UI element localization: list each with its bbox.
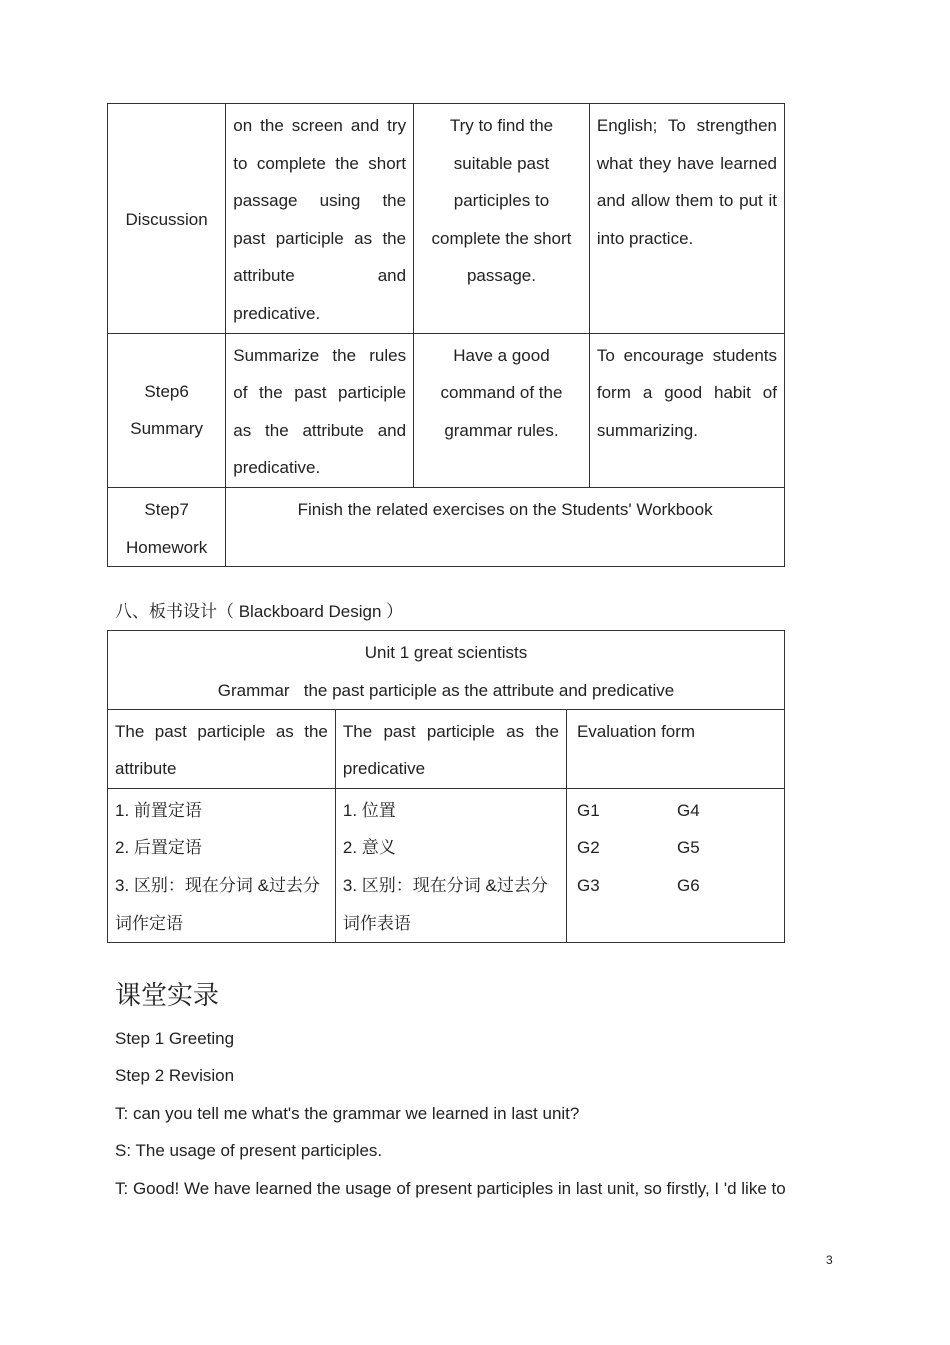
group-row bbox=[577, 792, 777, 830]
record-line: T: can you tell me what's the grammar we learned in last unit? bbox=[115, 1104, 580, 1123]
table-row bbox=[108, 631, 785, 710]
step-cell bbox=[108, 104, 226, 334]
group-label: G5 bbox=[676, 838, 700, 858]
students-text: Try to find the suitable past participles to complete the short passage. bbox=[431, 116, 572, 286]
group-row bbox=[577, 829, 777, 867]
group-label: G3 bbox=[576, 875, 600, 895]
record-title: 课堂实录 bbox=[115, 981, 220, 1011]
activity-cell bbox=[226, 333, 414, 487]
purpose-cell bbox=[589, 333, 784, 487]
purpose-text: To encourage students form a good habit of summarizing. bbox=[596, 345, 777, 440]
students-cell bbox=[414, 104, 590, 334]
list-item: 1. 前置定语 bbox=[115, 800, 202, 820]
lesson-plan-table bbox=[107, 103, 785, 567]
purpose-cell bbox=[589, 104, 784, 334]
record-line: Step 1 Greeting bbox=[115, 1029, 235, 1048]
column-header: The past participle as the attribute bbox=[115, 721, 328, 779]
students-text: Have a good command of the grammar rules. bbox=[440, 345, 563, 440]
attribute-cell bbox=[108, 788, 336, 942]
board-title-line2: Grammar the past participle as the attribute and predicative bbox=[217, 680, 675, 700]
board-title-line1: Unit 1 great scientists bbox=[364, 643, 528, 662]
table-row bbox=[108, 788, 785, 942]
activity-cell bbox=[226, 104, 414, 334]
table-row bbox=[108, 333, 785, 487]
section-heading: 八、板书设计（ Blackboard Design ） bbox=[115, 602, 404, 621]
step-cell bbox=[108, 333, 226, 487]
step-cell bbox=[108, 487, 226, 566]
homework-cell bbox=[226, 487, 785, 566]
predicative-cell bbox=[335, 788, 566, 942]
activity-text: on the screen and try to complete the short passage using the past participle as the attribute and predicative. bbox=[233, 116, 407, 323]
group-label: G2 bbox=[576, 838, 600, 858]
record-line: T: Good! We have learned the usage of present participles in last unit, so firstly, I 'd like to bbox=[115, 1179, 786, 1198]
step-label: Discussion bbox=[125, 209, 208, 229]
step-label: Step7 Homework bbox=[126, 499, 208, 557]
list-item: 3. 区别：现在分词 &过去分词作定语 bbox=[115, 875, 320, 933]
header-cell bbox=[566, 709, 784, 788]
record-line: S: The usage of present participles. bbox=[115, 1141, 383, 1160]
students-cell bbox=[414, 333, 590, 487]
table-row bbox=[108, 709, 785, 788]
group-label: G6 bbox=[676, 875, 700, 895]
column-header: The past participle as the predicative bbox=[342, 721, 559, 779]
purpose-text: English; To strengthen what they have learned and allow them to put it into practice. bbox=[596, 116, 777, 248]
homework-text: Finish the related exercises on the Students' Workbook bbox=[297, 499, 713, 519]
list-item: 2. 意义 bbox=[342, 838, 396, 858]
activity-text: Summarize the rules of the past participle as the attribute and predicative. bbox=[233, 345, 407, 478]
evaluation-cell bbox=[566, 788, 784, 942]
column-header: Evaluation form bbox=[576, 721, 696, 741]
list-item: 3. 区别：现在分词 &过去分词作表语 bbox=[342, 875, 548, 933]
list-item: 1. 位置 bbox=[342, 800, 396, 820]
blackboard-table bbox=[107, 630, 785, 943]
group-row bbox=[577, 867, 777, 905]
record-line: Step 2 Revision bbox=[115, 1066, 235, 1085]
table-row bbox=[108, 487, 785, 566]
board-title-cell bbox=[108, 631, 785, 710]
list-item: 2. 后置定语 bbox=[115, 838, 202, 858]
header-cell bbox=[335, 709, 566, 788]
group-label: G4 bbox=[676, 800, 700, 820]
page-number: 3 bbox=[826, 1253, 833, 1267]
group-label: G1 bbox=[576, 800, 600, 820]
step-label: Step6 Summary bbox=[130, 381, 203, 439]
table-row bbox=[108, 104, 785, 334]
header-cell bbox=[108, 709, 336, 788]
